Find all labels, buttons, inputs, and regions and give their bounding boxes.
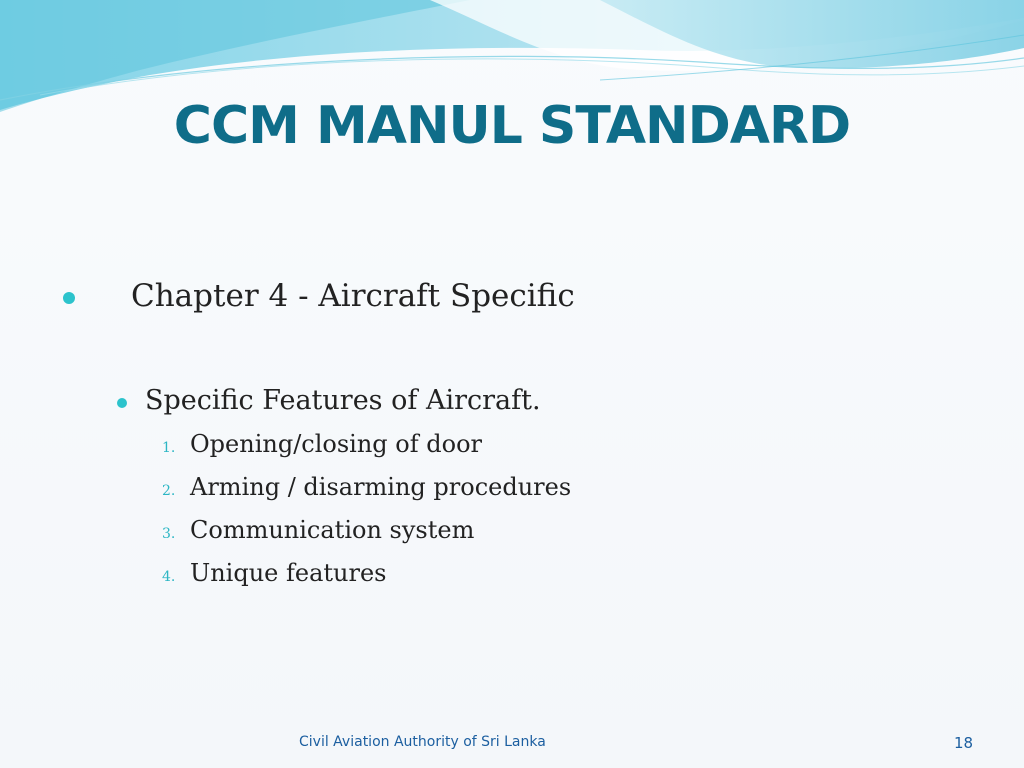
list-item-number: 3. [162,526,176,542]
list-item-text: Unique features [190,559,387,587]
list-item-text: Opening/closing of door [190,430,482,458]
list-item-text: Arming / disarming procedures [190,473,572,501]
list-item-number: 4. [162,569,176,585]
bullet-icon [117,398,127,408]
list-item-text: Communication system [190,516,475,544]
bullet-text: Chapter 4 - Aircraft Specific [131,278,575,314]
bullet-icon [63,292,75,304]
bullet-text: Specific Features of Aircraft. [145,385,541,416]
footer-text: Civil Aviation Authority of Sri Lanka [299,734,546,750]
list-item-number: 1. [162,440,176,456]
list-item-number: 2. [162,483,176,499]
page-number: 18 [954,734,974,752]
slide-title: CCM MANUL STANDARD [173,96,851,156]
